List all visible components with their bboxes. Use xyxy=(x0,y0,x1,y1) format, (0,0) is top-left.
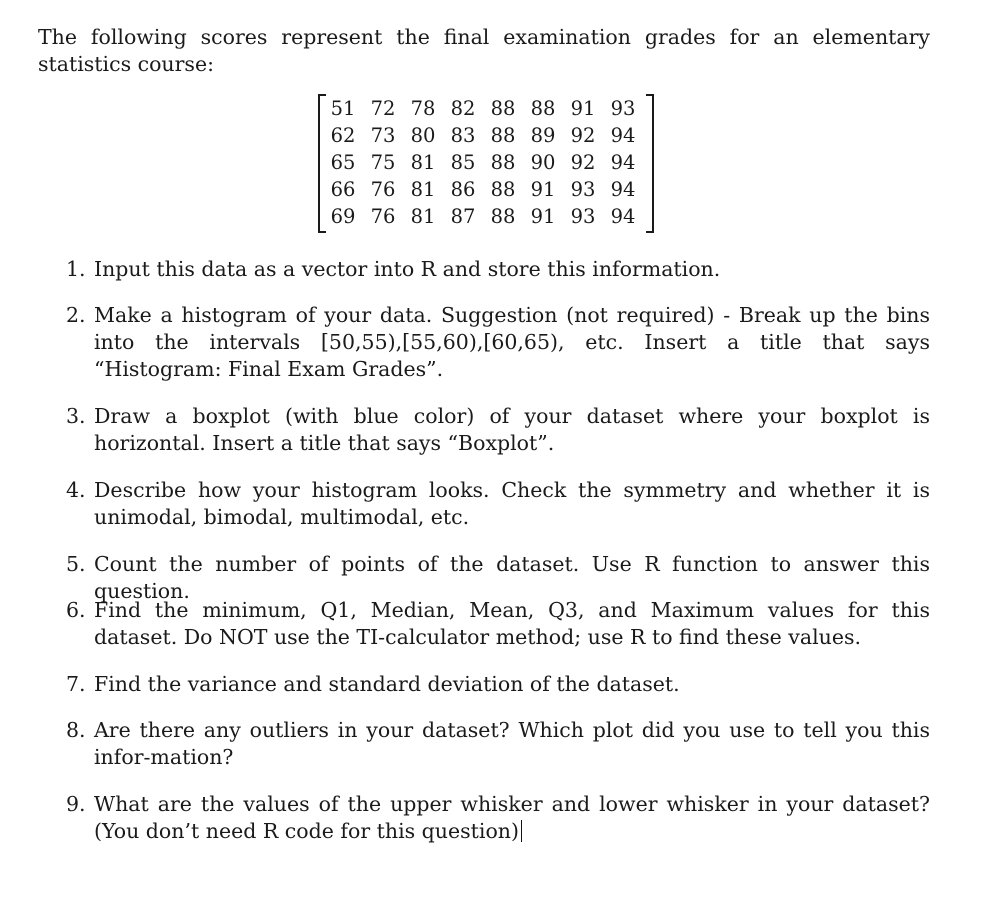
scores-matrix xyxy=(318,94,654,233)
matrix-cell: 92 xyxy=(570,124,596,147)
question-4 xyxy=(66,477,930,531)
question-text: Are there any outliers in your dataset? Which plot did you use to tell you this infor-mation? xyxy=(94,718,930,769)
matrix-cell: 75 xyxy=(370,151,396,174)
question-number: 2. xyxy=(66,303,86,327)
matrix-cell: 62 xyxy=(330,124,356,147)
text-cursor xyxy=(521,820,522,842)
question-2 xyxy=(66,302,930,383)
matrix-cell: 89 xyxy=(530,124,556,147)
matrix-cell: 80 xyxy=(410,124,436,147)
matrix-cell: 78 xyxy=(410,97,436,120)
matrix-cell: 51 xyxy=(330,97,356,120)
matrix-cell: 88 xyxy=(530,97,556,120)
matrix-cell: 93 xyxy=(570,178,596,201)
question-number: 3. xyxy=(66,404,86,428)
matrix-cell: 65 xyxy=(330,151,356,174)
question-text: Find the variance and standard deviation of the dataset. xyxy=(94,672,680,696)
question-text: Count the number of points of the dataset. Use R function to answer this question. xyxy=(94,552,930,603)
matrix-cell: 76 xyxy=(370,205,396,228)
matrix-cell: 86 xyxy=(450,178,476,201)
matrix-row xyxy=(328,176,648,203)
matrix-cell: 83 xyxy=(450,124,476,147)
matrix-cell: 93 xyxy=(610,97,636,120)
matrix-cell: 90 xyxy=(530,151,556,174)
matrix-left-bracket xyxy=(318,94,326,233)
question-7 xyxy=(66,671,930,698)
question-text-content: What are the values of the upper whisker and lower whisker in your dataset? (You don’t need R code for this question) xyxy=(94,792,930,843)
question-number: 7. xyxy=(66,672,86,696)
matrix-cell: 81 xyxy=(410,178,436,201)
matrix-cell: 94 xyxy=(610,205,636,228)
question-number: 5. xyxy=(66,552,86,576)
matrix-cell: 69 xyxy=(330,205,356,228)
question-number: 4. xyxy=(66,478,86,502)
matrix-cell: 94 xyxy=(610,178,636,201)
matrix-cell: 88 xyxy=(490,124,516,147)
matrix-cell: 85 xyxy=(450,151,476,174)
matrix-cell: 73 xyxy=(370,124,396,147)
matrix-cell: 91 xyxy=(530,205,556,228)
question-9 xyxy=(66,791,930,845)
matrix-cell: 81 xyxy=(410,205,436,228)
matrix-cell: 87 xyxy=(450,205,476,228)
question-text: Input this data as a vector into R and store this information. xyxy=(94,257,721,281)
matrix-row xyxy=(328,95,648,122)
question-number: 1. xyxy=(66,257,86,281)
question-text: Describe how your histogram looks. Check the symmetry and whether it is unimodal, bimodal, multimodal, etc. xyxy=(94,478,930,529)
question-text xyxy=(94,791,930,845)
matrix-row xyxy=(328,203,648,230)
question-8 xyxy=(66,717,930,771)
question-text: Find the minimum, Q1, Median, Mean, Q3, and Maximum values for this dataset. Do NOT use the TI-calculator method; use R to find these values. xyxy=(94,598,930,649)
matrix-cell: 94 xyxy=(610,124,636,147)
question-6 xyxy=(66,597,930,651)
matrix-cell: 93 xyxy=(570,205,596,228)
matrix-row xyxy=(328,122,648,149)
matrix-row xyxy=(328,149,648,176)
matrix-cell: 82 xyxy=(450,97,476,120)
question-text: Draw a boxplot (with blue color) of your dataset where your boxplot is horizontal. Insert a title that says “Boxplot”. xyxy=(94,404,930,455)
matrix-cell: 88 xyxy=(490,205,516,228)
matrix-cell: 92 xyxy=(570,151,596,174)
question-3 xyxy=(66,403,930,457)
matrix-cell: 88 xyxy=(490,97,516,120)
matrix-cell: 91 xyxy=(530,178,556,201)
question-number: 8. xyxy=(66,718,86,742)
matrix-cell: 88 xyxy=(490,151,516,174)
matrix-cell: 94 xyxy=(610,151,636,174)
question-text: Make a histogram of your data. Suggestion (not required) - Break up the bins into the intervals [50,55),[55,60),[60,65), etc. Insert a title that says “Histogram: Final Exam Grades”. xyxy=(94,303,930,381)
matrix-cell: 91 xyxy=(570,97,596,120)
question-1 xyxy=(66,256,930,283)
matrix-cell: 81 xyxy=(410,151,436,174)
matrix-cell: 76 xyxy=(370,178,396,201)
matrix-cell: 88 xyxy=(490,178,516,201)
intro-paragraph: The following scores represent the final examination grades for an elementary statistics course: xyxy=(38,25,930,76)
matrix-cell: 66 xyxy=(330,178,356,201)
question-number: 9. xyxy=(66,792,86,816)
matrix-cell: 72 xyxy=(370,97,396,120)
question-number: 6. xyxy=(66,598,86,622)
